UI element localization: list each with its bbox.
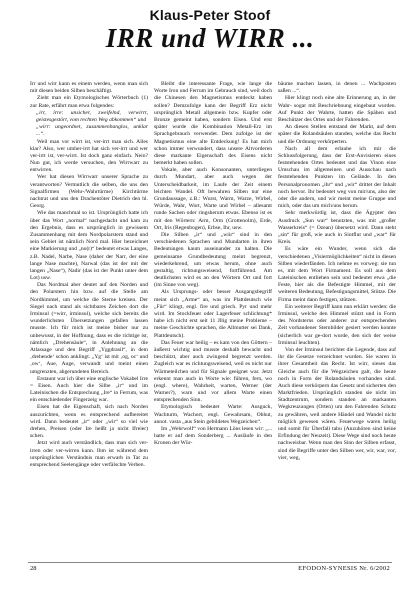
paragraph: Wie das manchmal so ist. Ursprünglich hatte ich über das Wort „normal“ nachgedacht und kam zu den Ergebnis, dass es ursprünglich in gewissem Zusammenhang mit dem Nordpolarstern stand und sein Gebiet ist nämlich Nord mal. Hier bezeichnet eine Markierung und „no(r)“ bedeutet etwas Langes, z.B. Nadel, Narbe, Nase (daher der Narr, der eine lange Nase machte), Narwal (das ist der mit der langen „Nase“), Nadir (das ist der Punkt unter dem Lot) usw. [30, 210, 148, 282]
paragraph: Die Silben „ir“ und „wiir“ sind in den verschiedenen Sprachen und Mundarten in ihren Bedeutungen kaum auseinander zu halten. Die gemeinsame Grundbedeutung meint begrenzt, wiederkehrend, um etwas herum, ohne auch gestaltig, richtungsweisend, fortführend. Am deutlichsten wird es an den Wörtern Ort und fort (im Sinne von weg). [154, 231, 272, 289]
quote: „irr, irre: unsicher, zweifelnd, verwirrt, geistesgestört, vom rechten Weg abkommen“ und [36, 109, 148, 123]
paragraph: Irr und wirr kann es einem werden, wenn man sich mit diesen beiden Silben beschäftigt. [30, 81, 148, 95]
paragraph: Sehr merkwürdig ist, dass die Ägypter den Ausdruck „Sun war“ benutzten, was mit „großer Wasserkreis“ (= Ozean) übersetzt wird. Dann steht „sin“ für groß, wie auch in Sintflut und „war“ für Kreis. [278, 210, 396, 246]
paragraph: Etymologisch bedeutet Warte: Ausguck, Wachturm, Wachort, engl. Gewahrsam, Obhut, annot. vasta „aus Stein gebildetes Wegzeichen“. [154, 404, 272, 425]
paragraph: Eisen hat die Eigenschaft, sich nach Norden auszurichten, wenn es entsprechend aufbereitet wird. Dann bedeutet „ir“ oder „wir“ so viel wie drehen, Preisen (oder Ire heißt ja nicht Ifreier) schen. [30, 404, 148, 440]
paragraph: Im „Wehrwolf“ von Hermann Löns lesen wir: „... hatte er auf dem Sonderberg ... Ausläufe in den Kronen der Wür- [154, 426, 272, 447]
paragraph: An diesen Stellen entstand der Markt, auf dem später die Rolandsäulen standen, welche das Recht und die Ordnung verkörperten. [278, 124, 396, 145]
page-footer [28, 565, 392, 575]
paragraph: Bleibt die interessante Frage, wie lange die Worte Iron und Ferrum im Gebrauch sind, weil doch die Chinesen den Magnetismus entdeckt haben sollen? Demzufolge kann der Begriff Erz nicht ursprünglich Metall allgemein bzw. Kupfer oder Bronze gemeint haben, sondern Eisen. Und erst später wurde die Kombination Metall-Erz im Sprachgebrauch verwendet. Dem zufolge ist der Magnetismus eine alte Entdeckung! Es hat mich schon immer verwundert, dass unsere Altvorderen diese markante Eigenschaft des Eisens nicht bemerkt haben sollen. [154, 81, 272, 167]
paragraph: Jetzt wird auch verständlich, dass man sich ver-irren oder ver-wirren kann. Ihm ist während dem ursprünglichen Verständnis man erwarb in Tat zu entsprechend Seelengänge oder verfälschte Verben. [30, 440, 148, 468]
paragraph: Als Ursprungs- oder besser Ausgangsbegriff meint sich „Arme“ an, was im Plattdeutsch wie „Für“ klingt, engl. fire und griech. Pyr und mehr wird. Im Stockfeuer oder Lagerfeuer schlichtung* habe ich nicht erst seit 11 Jllig meine Probleme – meine Geschichte sprachen, die Allmutter sei Dank, Plattdeutsch). [154, 289, 272, 339]
quote: „wirr: ungeordnet, zusammenhanglos, unklar ...“. [36, 124, 148, 138]
paragraph: Weil man vor wirrt ist, ver-irrt man sich. Alles klar? Also, wer umher-irrt hat sich ver-irrt und wer ver-irrt ist, ver-wirrt. Ist doch ganz einfach. Nein? Nun gut, ich werde versuchen, den Wirrwarr zu entwirren. [30, 138, 148, 174]
paragraph: Von der Irminsul berichtet die Legende, dass auf ihr die Gesetze verzeichnet wurden. Sie waren in ihrer Gesamtheit das Recht. Ist wirr, sieses das Gleiche auch für die Wegzeichen galt, die heute noch in Form der Rolandsäulen vorhanden sind. Auch diese verkörpern das Gesetz und sicherten den Marktfrieden. Ursprünglich standen sie nicht im Stadtzentrum, sondern standen an markanten Wegkreuzungen (Orten) um den Fahrenden Schutz zu gewähren, weil andere Händel und Wandel nicht möglich gewesen wären. Feuerwege waren heilig und somit für Überfall tabu (Anzuhören sind keine Erfindung der Neuzeit). Diese Wege sind noch heute nachweisbar. Wenn man den Sinn der Silben erfasst, sind die Begriffe unter den Silben wer, wir, war, vor, vier, weg, [278, 346, 396, 461]
paragraph: Nach all dem erlaube ich mir die Schlussfolgerung, dass der Erst-Anvisieren eines feststehenden Ortes bedeutet und das Vinon eine Umschau im allgemeinen und Ausschau nach feststehenden Punkten im Gelände. In den Personalpronomen „ihr“ und „wir“ drittet der Inhalt noch hervor. Ihr bedeutet weg von mir/uns, also der oder die andern, und wir meint meine Gruppe und mich, oder das um mich/uns herum. [278, 145, 396, 210]
paragraph: Wer hat diesen Wirrwarr unserer Sprache zu verantworten? Vermutlich die selben, die uns den Signalfirmen (Wehr-/Wahrtürme) Kirchtürme nachtrat und uns den Drachentöter Dietrich den hl. Georg. [30, 174, 148, 210]
text-column-2 [154, 81, 272, 561]
paragraph: Zieht man ein Etymologisches Wörterbuch (1) zur Rate, erfährt man etwa folgendes: [30, 95, 148, 109]
paragraph: bäume machen lassen, in denen ... Wachposten saßen ...“. [278, 81, 396, 95]
paragraph: Es wäre ein Wunder, wenn sich die verschiedenen „Visiermöglichkeiten“ nicht in diesen Silben wiederfänden. Ich nehme es vorweg: sie tun es, mit dem Wort Firmament. Es soll aus dem Lateinischen entliehen sein und bedeutet etwa „die Feste, hier als die Befestigte Himmel, mit der weiteren Bedeutung, Befestigungsmittel, Stütze. Die Firma meint dann festigen, stützen. [278, 246, 396, 303]
paragraph: Ein weiterer Begriff kann nun erklärt werden: die Irminsul, welche den Himmel stützt und in Form des Nordsterns oder anderer zur entsprechenden Zeit vorhandener Sternbilder gesiert werden konnte (sicherlich war ge-dort wurde, den sich der weise Irminsul leuchten). [278, 303, 396, 346]
journal-issue: EFODON-SYNESIS Nr. 6/2002 [298, 565, 390, 572]
page-number: 28 [30, 565, 37, 572]
paragraph: Erstaunt war ich über eine englische Vokabel Irre = Eisen. Auch hier die Silbe „ir“ und im Lateinischen die Entsprechung „Ire“ in Ferrum, was ein entschiedender Fingerzeig war. [30, 375, 148, 404]
paragraph: Hier klingt noch eine alte Erinnerung an, in der Wahr- sogar mit Beschriebnung eingebaut wurden. Auf Punkt der Wahrte, hatten die Spähen und Beschützer des Ortes und der Fahrenden. [278, 95, 396, 123]
paragraph: Vokale, aber auch Konsonanten, unterliegen durch Mundart, aber auch wegen der Unterscheidbarkeit, im Laufe der Zeit einem leichten Wandel. Oft bewahren Silben nur eine Grundaussage, z.B.: Wurst, Warm, Warze, Wirbel, Würde, Wahr, Wort, Warte und Wirbel – allesamt runde Sachen oder ringsherum etwas. Ebenso ist es mit den Wörtern: Arm, Orm (Grottenolm), Erde, Ort, Iris (Regenbogen), Erbse, Ihr, usw. [154, 167, 272, 231]
text-column-3 [278, 81, 396, 561]
author-name: Klaus-Peter Stoof [149, 7, 271, 23]
article-title: IRR und WIRR ... [105, 23, 315, 53]
footer-divider [28, 562, 392, 563]
paragraph: Das Nordmal aber deutet auf den Norden und den Polarstern hin bzw. auf die Stelle am Nordhimmel, um welche die Sterne kreisen. Der Siegel nach stand als sichtbares Zeichen dort die Irminsul (=wirr, irminsul), welche sich bereits die wunderlichsten Übersetzungen gefallen lassen musste. Ich für mich ist meine bisher nur zu unbewusst, in der Hoffnung, dass es die richtige ist, nämlich „Drehensäule“, in Anlehnung an die Atlassage und den Begriff „Yggdrasil“, in dem ‚drehende‘ schon anklingt. „Yg‘ ist mit ‚og, oc‘ und ‚ow‘, Aue, Auge, verwandt und meint einen umgrenzten, abgerundeten Bereich. [30, 282, 148, 375]
text-column-1 [30, 81, 148, 561]
paragraph: Das Feuer war heilig – es kam von den Göttern – äußerst wichtig und musste deshalb bewacht und beschützt, aber auch zwingend begrenzt werden. Zugleich war es richtungsweisend, weil es nicht nur Wärmeteilchen und für Signale geeignet war. Jetzt erkennt man auch in Worte wie: führen, fern, wo (engl. where), Wahrheit, warten, Werner (der Warner?), warn und vor allem Warte einen entsprechenden Sinn. [154, 339, 272, 404]
